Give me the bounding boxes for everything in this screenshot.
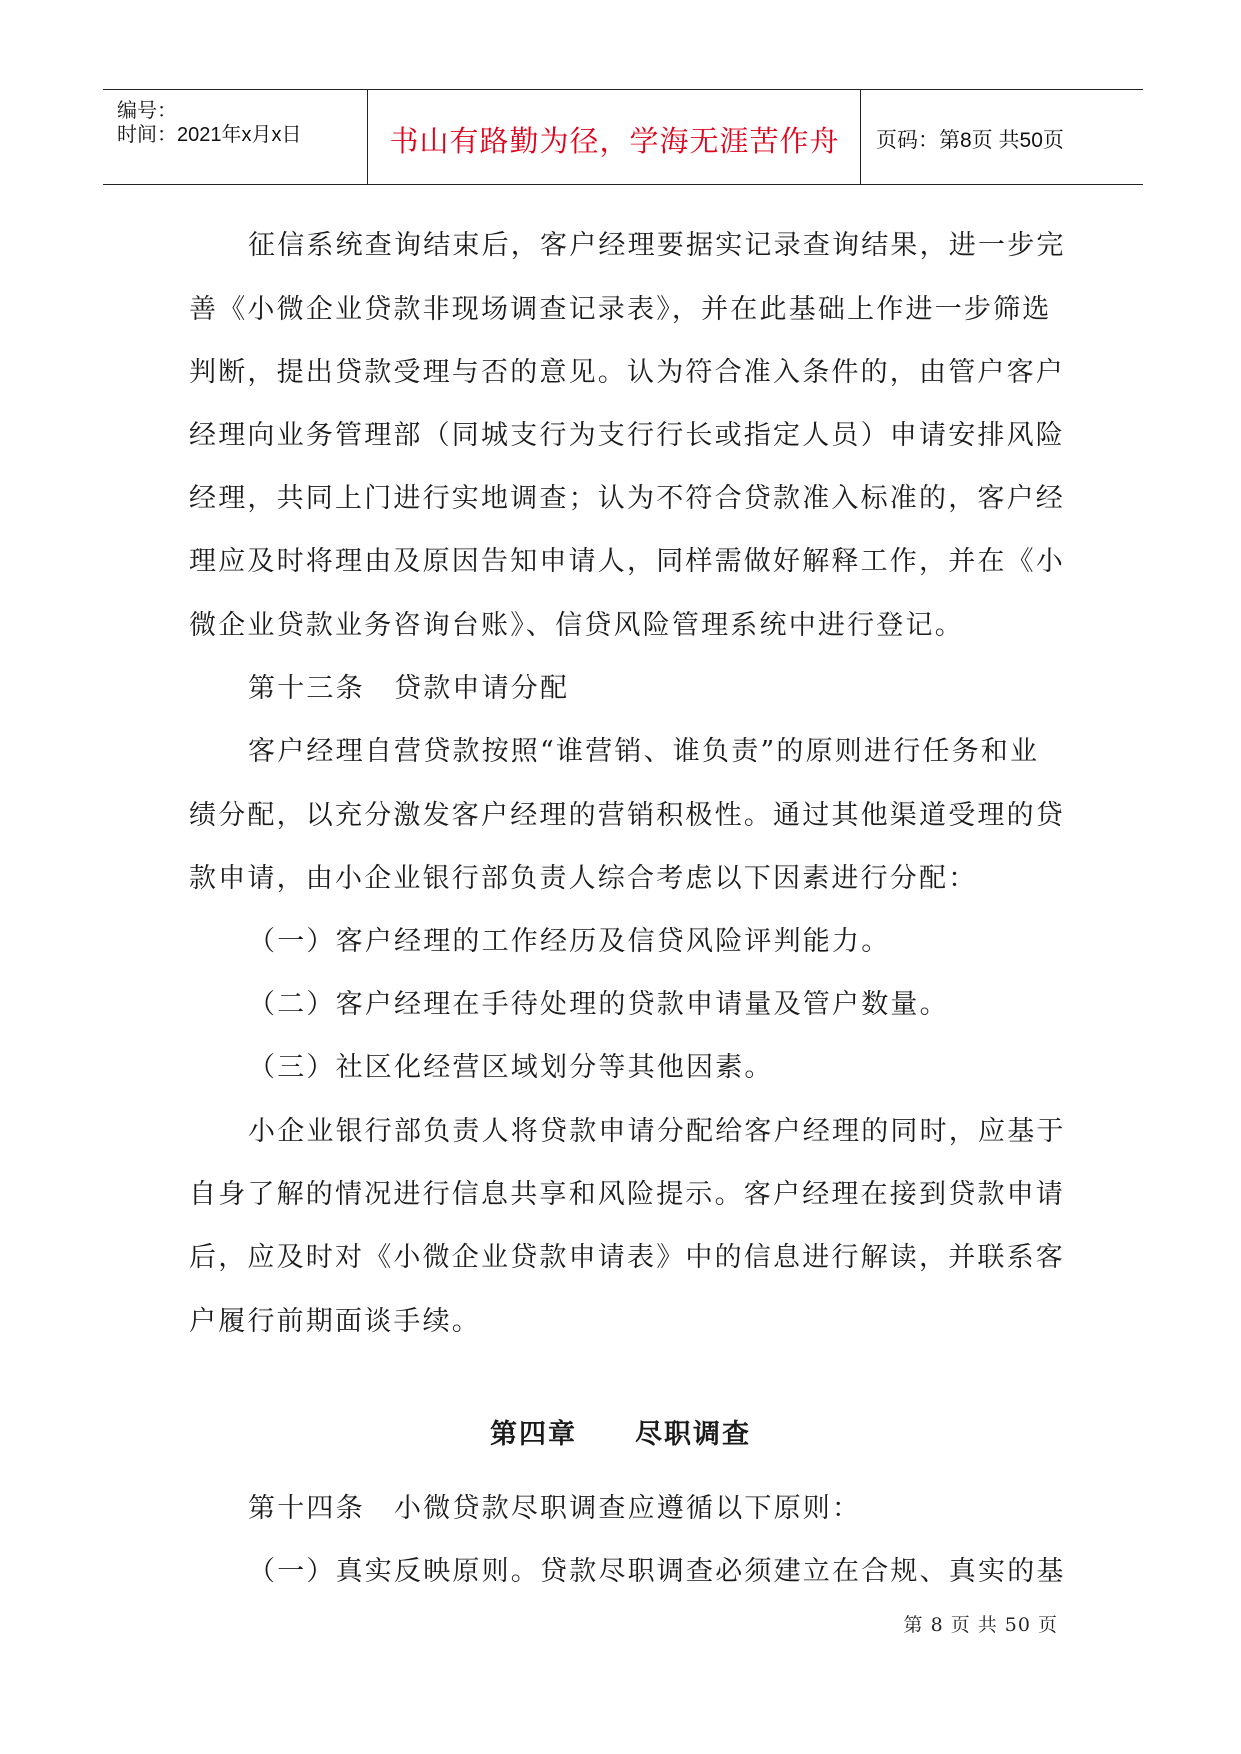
list-item: （一）真实反映原则。贷款尽职调查必须建立在合规、真实的基 bbox=[248, 1556, 1066, 1587]
header-page-cell bbox=[862, 90, 1142, 184]
time-label: 时间：2021年x月x日 bbox=[117, 124, 302, 146]
serial-label: 编号： bbox=[117, 100, 177, 122]
header-meta-cell bbox=[103, 90, 368, 184]
paragraph-line: 款申请，由小企业银行部负责人综合考虑以下因素进行分配： bbox=[189, 863, 978, 894]
paragraph-line: 绩分配，以充分激发客户经理的营销积极性。通过其他渠道受理的贷 bbox=[189, 800, 1065, 831]
paragraph-line: 理应及时将理由及原因告知申请人，同样需做好解释工作，并在《小 bbox=[189, 546, 1065, 577]
chapter-title: 第四章 尽职调查 bbox=[490, 1419, 751, 1450]
paragraph-line: 客户经理自营贷款按照“谁营销、谁负责”的原则进行任务和业 bbox=[248, 736, 1040, 767]
list-item: （一）客户经理的工作经历及信贷风险评判能力。 bbox=[248, 926, 891, 957]
motto-text: 书山有路勤为径，学海无涯苦作舟 bbox=[389, 124, 840, 158]
list-item: （三）社区化经营区域划分等其他因素。 bbox=[248, 1052, 774, 1083]
paragraph-line: 户履行前期面谈手续。 bbox=[189, 1306, 481, 1337]
document-header bbox=[103, 89, 1143, 185]
paragraph-line: 判断，提出贷款受理与否的意见。认为符合准入条件的，由管户客户 bbox=[189, 357, 1065, 388]
paragraph-line: 征信系统查询结束后，客户经理要据实记录查询结果，进一步完 bbox=[248, 230, 1066, 261]
paragraph-line: 经理向业务管理部（同城支行为支行行长或指定人员）申请安排风险 bbox=[189, 420, 1065, 451]
header-motto-cell bbox=[369, 90, 861, 184]
article-heading: 第十三条 贷款申请分配 bbox=[248, 673, 570, 704]
page-code: 页码：第8页 共50页 bbox=[876, 129, 1064, 152]
paragraph-line: 小企业银行部负责人将贷款申请分配给客户经理的同时，应基于 bbox=[248, 1116, 1066, 1147]
page-footer: 第 8 页 共 50 页 bbox=[903, 1614, 1058, 1636]
paragraph-line: 善《小微企业贷款非现场调查记录表》，并在此基础上作进一步筛选 bbox=[189, 294, 1052, 325]
paragraph-line: 微企业贷款业务咨询台账》、信贷风险管理系统中进行登记。 bbox=[189, 610, 964, 641]
paragraph-line: 经理，共同上门进行实地调查；认为不符合贷款准入标准的，客户经 bbox=[189, 483, 1065, 514]
list-item: （二）客户经理在手待处理的贷款申请量及管户数量。 bbox=[248, 989, 949, 1020]
paragraph-line: 后，应及时对《小微企业贷款申请表》中的信息进行解读，并联系客 bbox=[189, 1242, 1065, 1273]
paragraph-line: 自身了解的情况进行信息共享和风险提示。客户经理在接到贷款申请 bbox=[189, 1179, 1065, 1210]
article-heading: 第十四条 小微贷款尽职调查应遵循以下原则： bbox=[248, 1493, 862, 1524]
